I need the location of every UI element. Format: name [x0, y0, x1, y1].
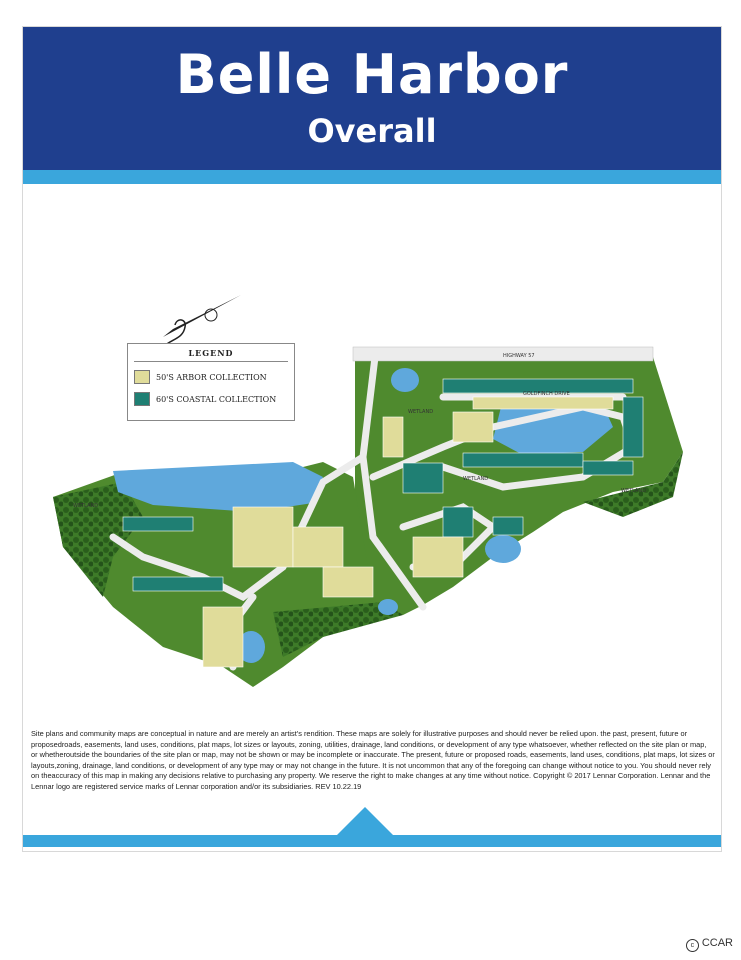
header-banner	[23, 27, 721, 170]
watermark: c CCAR	[686, 937, 733, 952]
page-subtitle: Overall	[307, 112, 437, 150]
coastal-swatch	[134, 392, 150, 406]
disclaimer-text: Site plans and community maps are conceptual in nature and are merely an artist's rendition. These maps are solely for illustrative purposes and should never be relied upon. the past, present, future or proposedroads, easements, land uses, conditions, plat maps, lot sizes or layouts, zoning, utilities, drainage, land conditions, or development of any type whatsoever, whether reflected on the site plan or map, or whetheroutside the boundaries of the site plan or map, may not be shown or may be incomplete or inaccurate. The present, future or proposed roads, easements, land uses, conditions, plat maps, lot sizes or layouts,zoning, drainage, land conditions, or development of any type may or may not change in the future. It is not uncommon that any of the foregoing can change without notice to you. You should never rely on theaccuracy of this map in making any decisions relative to purchasing any property. We reserve the right to make changes at any time without notice. Copyright © 2017 Lennar Corporation. Lennar and the Lennar logo are registered service marks of Lennar corporation and/or its subsidiaries. REV 10.22.19	[31, 729, 715, 791]
wetland-label-1: WETLAND	[408, 409, 434, 415]
legend-item-arbor	[134, 370, 294, 384]
header-stripe	[23, 170, 721, 184]
brochure-sheet	[22, 26, 722, 852]
footer-stripe	[23, 835, 721, 847]
highway-label: HIGHWAY 57	[503, 353, 535, 359]
pond-4	[378, 599, 398, 615]
legend-label-arbor: 50'S ARBOR COLLECTION	[156, 372, 267, 382]
compass-icon	[163, 295, 241, 347]
map-legend	[127, 343, 295, 421]
legend-title: LEGEND	[188, 348, 234, 358]
wetland-label-2: WETLAND	[463, 476, 489, 482]
arbor-swatch	[134, 370, 150, 384]
road-label-goldfinch: GOLDFINCH DRIVE	[523, 391, 570, 397]
wetland-label-4: WETLAND	[73, 503, 99, 509]
page-title: Belle Harbor	[175, 43, 569, 106]
pond-2	[485, 535, 521, 563]
copyright-icon: c	[686, 939, 699, 952]
bottom-triangle	[335, 807, 395, 837]
wetland-label-3: WETLAND	[621, 488, 647, 494]
legend-label-coastal: 60'S COASTAL COLLECTION	[156, 394, 277, 404]
legend-item-coastal	[134, 392, 294, 406]
site-map	[23, 267, 721, 687]
pond-1	[391, 368, 419, 392]
